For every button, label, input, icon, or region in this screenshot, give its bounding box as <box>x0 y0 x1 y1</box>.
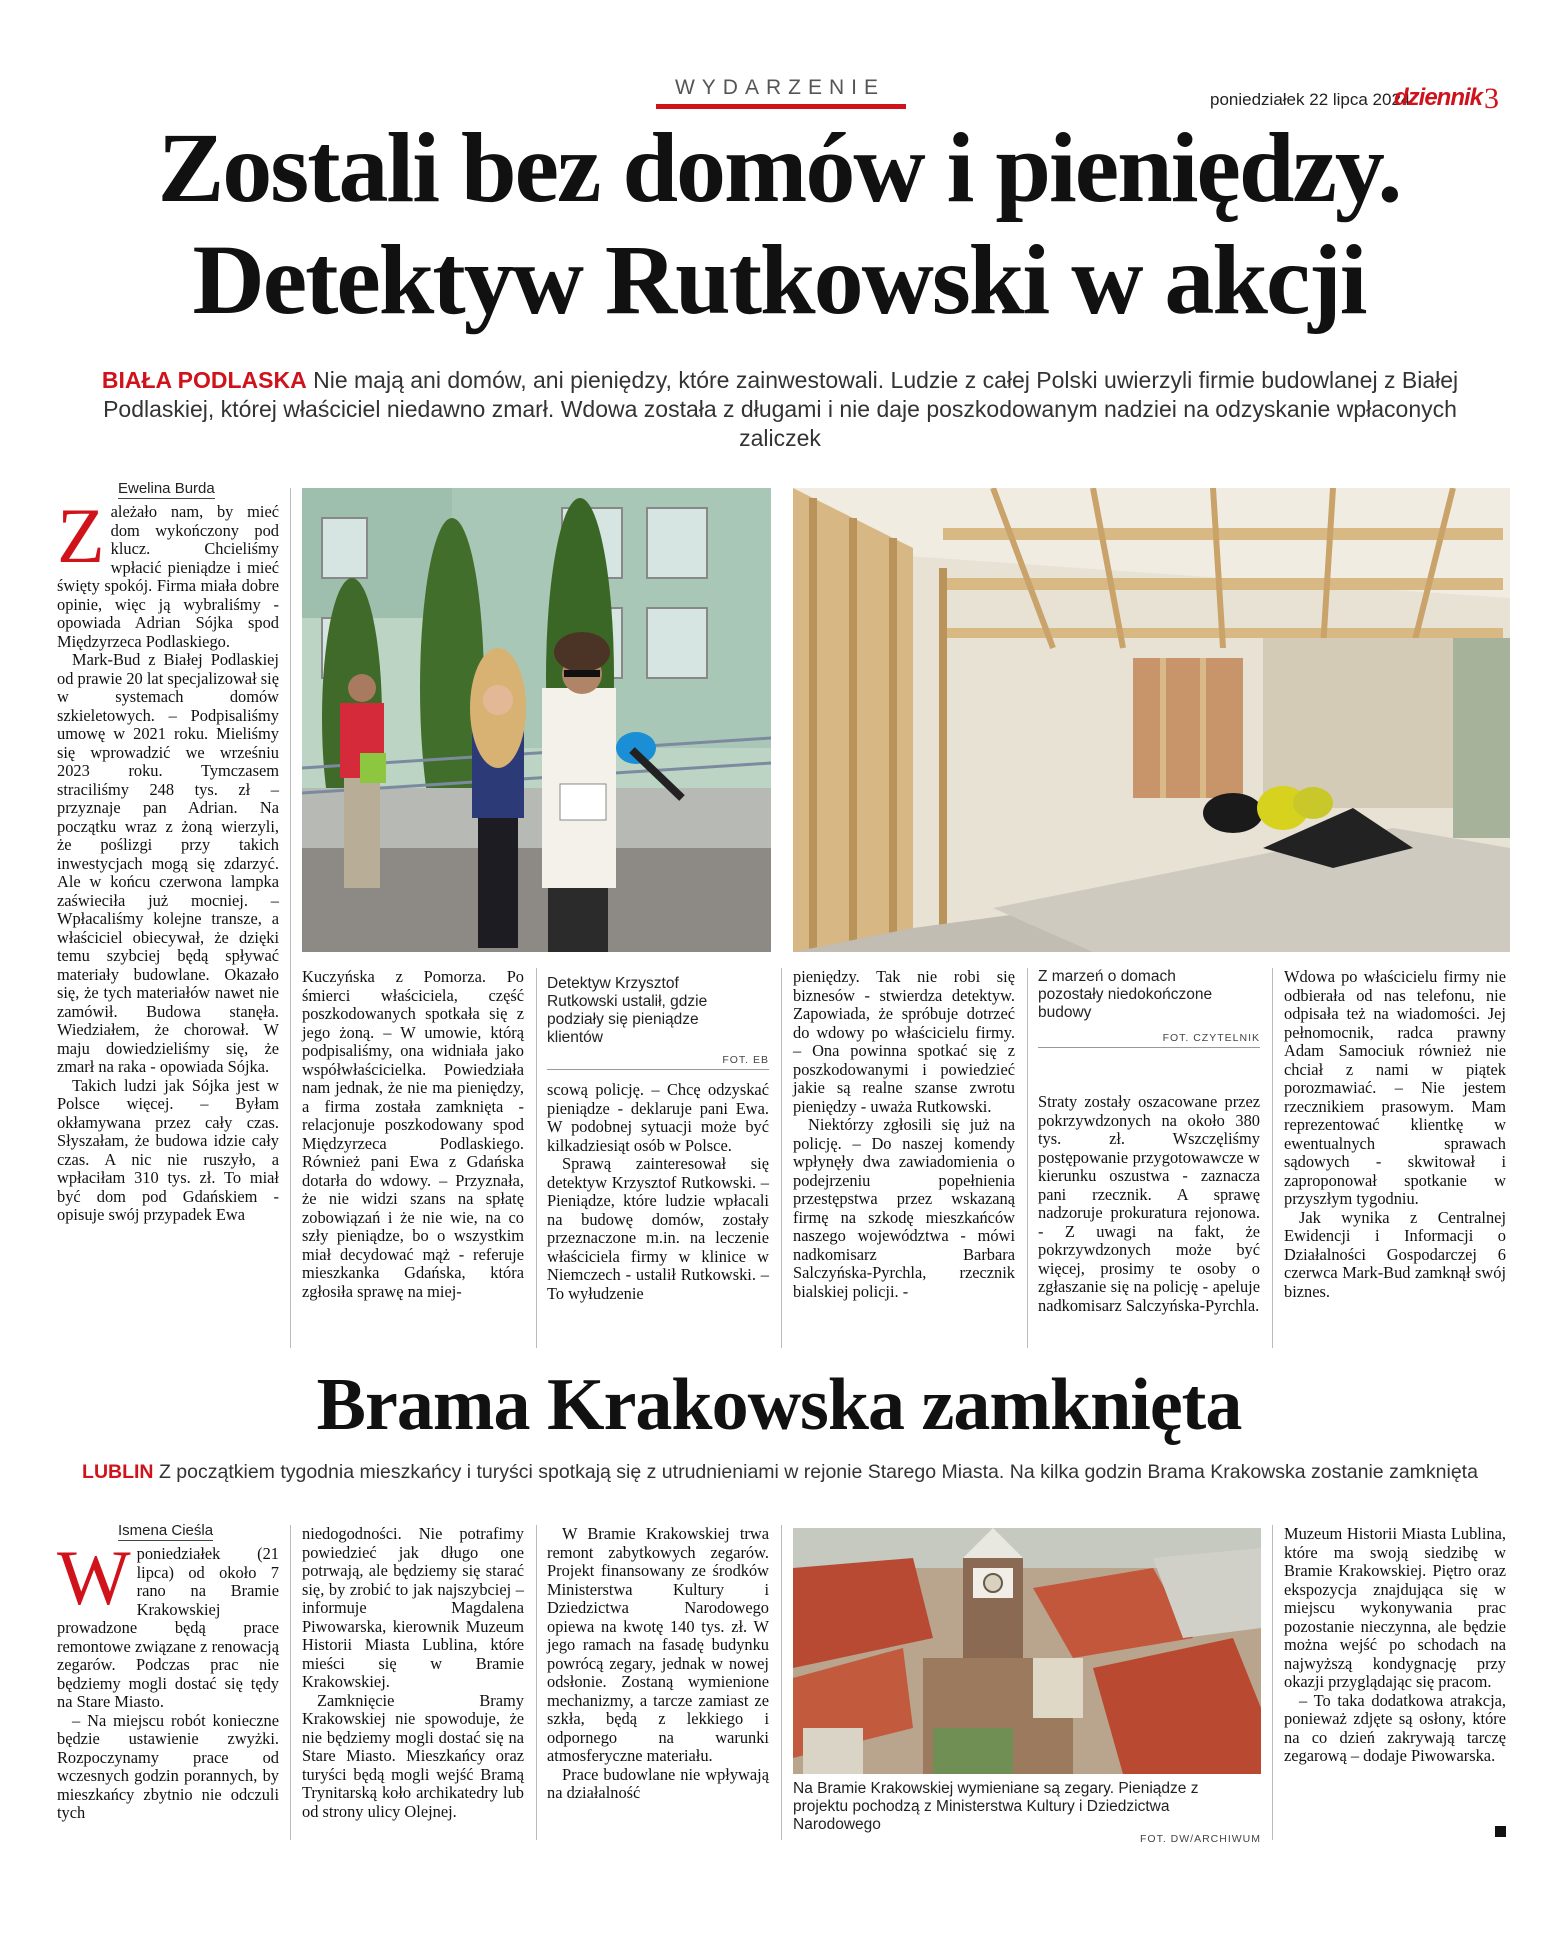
article2-column-3 <box>547 1525 769 1803</box>
section-label: WYDARZENIE <box>674 76 885 99</box>
column-separator <box>1272 1525 1273 1840</box>
headline-line-2: Detektyw Rutkowski w akcji <box>192 224 1366 335</box>
article1-column-5 <box>1038 1093 1260 1315</box>
column-separator <box>781 968 782 1348</box>
lead-text: Nie mają ani domów, ani pieniędzy, które zainwestowali. Ludzie z całej Polski uwierzyli firmie budowlanej z Białej Podlaskiej, której właściciel niedawno zmarł. Wdowa została z długami i nie daje poszkodowanym nadziei na odzyskanie wpłaconych zaliczek <box>103 367 1459 451</box>
photo-unfinished-house <box>793 488 1510 952</box>
column-separator <box>1027 968 1028 1348</box>
paragraph: niedogodności. Nie potrafimy powiedzieć jak długo one potrwają, ale będziemy się starać się, by zrobić to jak najszybciej – informuje Magdalena Piwowarska, kierownik Muzeum Historii Miasta Lublina, które mieści się w Bramie Krakowskiej. <box>302 1524 524 1691</box>
paragraph: Mark-Bud z Białej Podlaskiej od prawie 20 lat specjalizował się w systemach domów szkieletowych. – Podpisaliśmy umowę w 2021 roku. Mieliśmy się wprowadzić we wrześniu 2023 roku. Tymczasem straciliśmy 248 tys. zł – przyznaje pan Adrian. Na początku wraz z żoną wierzyli, że poślizgi przy takich inwestycjach mogą się zdarzyć. Ale w końcu czerwona lampka zaświeciła już mocniej. – Wpłacaliśmy kolejne transze, a właściciel obiecywał, że dzięki temu szybciej będą spływać materiały budowlane. Okazało się, że tych materiałów nawet nie zamówił. Budowa stanęła. Wiedziałem, że chorował. W maju dowiedzieliśmy się, że zmarł na raka - opowiada Sójka. <box>57 650 279 1076</box>
drop-cap: Z <box>57 492 105 579</box>
photo-krakow-gate <box>793 1528 1261 1774</box>
article2-byline <box>118 1522 213 1540</box>
lead-text: Z początkiem tygodnia mieszkańcy i turyści spotkają się z utrudnieniami w rejonie Starego Miasta. Na kilka godzin Brama Krakowska zostanie zamknięta <box>153 1461 1478 1483</box>
issue-date: poniedziałek 22 lipca 2024 <box>1210 90 1411 109</box>
article1-headline <box>40 112 1518 336</box>
newspaper-logo: dziennik <box>1394 84 1483 111</box>
photo3-caption: Na Bramie Krakowskiej wymieniane są zegary. Pieniądze z projektu pochodzą z Ministerstwa Kultury i Dziedzictwa Narodowego <box>793 1780 1199 1833</box>
paragraph: Straty zostały oszacowane przez pokrzywdzonych na około 380 tys. zł. Wszczęliśmy postępowanie przygotowawcze w kierunku oszustwa - zaznacza pani rzecznik. A sprawę nadzoruje prokuratura rejonowa. - Z uwagi na fakt, że pokrzywdzonych może być więcej, prosimy te osoby o zgłaszanie się na policję - apeluje nadkomisarz Salczyńska-Pyrchla. <box>1038 1092 1260 1315</box>
paragraph: pieniędzy. Tak nie robi się biznesów - stwierdza detektyw. Zapowiada, że spróbuje dotrzeć do wdowy po właścicielu firmy. – Ona powinna spotkać się z poszkodowanymi i powiedzieć jakie są realne szanse zwrotu pieniędzy - uważa Rutkowski. <box>793 967 1015 1116</box>
column-separator <box>1272 968 1273 1348</box>
paragraph: poniedziałek (21 lipca) od około 7 rano na Bramie Krakowskiej prowadzone będą prace remontowe związane z renowacją zegarów. Podczas prac nie będziemy mogli dostać się tędy na Stare Miasto. <box>57 1544 279 1711</box>
article1-column-3 <box>547 1081 769 1303</box>
photo1-caption: Detektyw Krzysztof Rutkowski ustalił, gdzie podziały się pieniądze klientów <box>547 975 708 1046</box>
photo1-credit: FOT. EB <box>722 1054 769 1066</box>
paragraph: ależało nam, by mieć dom wykończony pod klucz. Chcieliśmy wpłacić pieniądze i mieć święty spokój. Firma miała dobre opinie, więc ją wybraliśmy - opowiada Adrian Sójka spod Międzyrzeca Podlaskiego. <box>57 502 279 651</box>
article1-column-2 <box>302 968 524 1301</box>
article1-column-4 <box>793 968 1015 1301</box>
paragraph: W Bramie Krakowskiej trwa remont zabytkowych zegarów. Projekt finansowany ze środków Ministerstwa Kultury i Dziedzictwa Narodowego opiewa na kwotę 140 tys. zł. W jego ramach na fasadę budynku powrócą zegary, jednak w nowej odsłonie. Zostaną wymienione mechanizmy, a tarcze zamiast ze szkła, będą z lekkiego i odpornego na warunki atmosferyczne materiału. <box>547 1524 769 1765</box>
column-separator <box>781 1525 782 1840</box>
drop-cap: W <box>57 1534 131 1621</box>
article1-byline <box>118 480 215 498</box>
lead-place: LUBLIN <box>82 1461 154 1483</box>
paragraph: – Na miejscu robót konieczne będzie ustawienie zwyżki. Rozpoczynamy prace od wczesnych godzin porannych, by mieszkańcy zbytnio nie odczuli tych <box>57 1710 279 1822</box>
paragraph: Kuczyńska z Pomorza. Po śmierci właściciela, część poszkodowanych spotkała się z jego żoną. – W umowie, którą podpisaliśmy, ona widniała jako współwłaścicielka. Powiedziała nam jednak, że nie ma pieniędzy, a firma została zamknięta - relacjonuje poszkodowany spod Międzyrzeca Podlaskiego. Również pani Ewa z Gdańska dotarła do wdowy. – Przyznała, że nie widzi szans na spłatę zobowiązań i że nie wie, na co szły pieniądze, bo o wszystkim miał decydować mąż - referuje mieszkanka Gdańska, która zgłosiła sprawę na miej- <box>302 967 524 1301</box>
photo3-credit: FOT. DW/ARCHIWUM <box>1140 1833 1261 1845</box>
caption-divider <box>547 1069 769 1070</box>
column-separator <box>290 1525 291 1840</box>
photo2-caption: Z marzeń o domach pozostały niedokończone budowy <box>1038 968 1213 1021</box>
paragraph: scową policję. – Chcę odzyskać pieniądze - deklaruje pani Ewa. W podobnej sytuacji może być kilkadziesiąt osób w Polsce. <box>547 1080 769 1155</box>
page-number: 3 <box>1484 82 1499 115</box>
author-name: Ismena Cieśla <box>118 1522 214 1539</box>
article2-column-4 <box>1284 1525 1506 1766</box>
paragraph: Jak wynika z Centralnej Ewidencji i Informacji o Działalności Gospodarczej 6 czerwca Mark-Bud zamknął swój biznes. <box>1284 1207 1506 1301</box>
paragraph: Niektórzy zgłosili się już na policję. – Do naszej komendy wpłynęły dwa zawiadomienia o podejrzeniu popełnienia przestępstwa przez wskazaną firmę na szkodę mieszkańców naszego województwa - mówi nadkomisarz Barbara Salczyńska-Pyrchla, rzecznik bialskiej policji. - <box>793 1115 1015 1301</box>
article2-column-2 <box>302 1525 524 1821</box>
lead-place: BIAŁA PODLASKA <box>101 367 307 393</box>
article1-column-1 <box>57 492 279 1225</box>
article2-lead <box>80 1460 1480 1485</box>
headline-line-1: Zostali bez domów i pieniędzy. <box>157 112 1401 223</box>
paragraph: Zamknięcie Bramy Krakowskiej nie spowoduje, że nie będziemy mogli dostać się na Stare Miasto. Mieszkańcy oraz turyści będą mogli wejść Bramą Trynitarską koło archikatedry lub od strony ulicy Olejnej. <box>302 1690 524 1821</box>
caption-divider <box>1038 1047 1260 1048</box>
paragraph: Sprawą zainteresował się detektyw Krzysztof Rutkowski. – Pieniądze, które ludzie wpłacali na budowę domów, zostały przeznaczone m.in. na leczenie właściciela firmy w klinice w Niemczech - ustalił Rutkowski. – To wyłudzenie <box>547 1154 769 1303</box>
paragraph: Wdowa po właścicielu firmy nie odbierała od nas telefonu, nie odpisała też na wiadomości. Jej pełnomocnik, radca prawny Adam Samociuk również nie chciał z nami w piątek porozmawiać. – Nie jestem rzecznikiem prasowym. Mam reprezentować klientkę w ewentualnych sprawach sądowych - skwitował i zaproponował spotkanie w przyszłym tygodniu. <box>1284 967 1506 1208</box>
paragraph: – To taka dodatkowa atrakcja, ponieważ zdjęte są osłony, które na co dzień zakrywają tarczę zegarową – dodaje Piwowarska. <box>1284 1690 1506 1765</box>
author-name: Ewelina Burda <box>118 480 215 497</box>
article2-headline: Brama Krakowska zamknięta <box>316 1364 1242 1446</box>
article1-lead <box>60 366 1500 453</box>
section-underline <box>656 104 906 109</box>
column-separator <box>536 1525 537 1840</box>
photo2-credit: FOT. CZYTELNIK <box>1162 1032 1260 1044</box>
column-separator <box>536 968 537 1348</box>
article1-column-6 <box>1284 968 1506 1301</box>
article2-column-1 <box>57 1534 279 1823</box>
paragraph: Muzeum Historii Miasta Lublina, które ma swoją siedzibę w Bramie Krakowskiej. Piętro oraz ekspozycja znajdująca się w miejscu wykonywania prac pozostanie nieczynna, ale będzie można wejść po schodach na najwyższą kondygnację przy okazji przyglądając się pracom. <box>1284 1524 1506 1691</box>
paragraph: Prace budowlane nie wpływają na działalność <box>547 1764 769 1802</box>
photo-rutkowski <box>302 488 771 952</box>
column-separator <box>290 488 291 1348</box>
paragraph: Takich ludzi jak Sójka jest w Polsce więcej. – Byłam okłamywana przez cały czas. Słyszałam, że budowa idzie cały czas. A nic nie ruszyło, a wpłaciłam 310 tys. zł. To miał być dom pod Gdańskiem - opisuje swój przypadek Ewa <box>57 1075 279 1224</box>
end-of-article-mark <box>1495 1826 1506 1837</box>
